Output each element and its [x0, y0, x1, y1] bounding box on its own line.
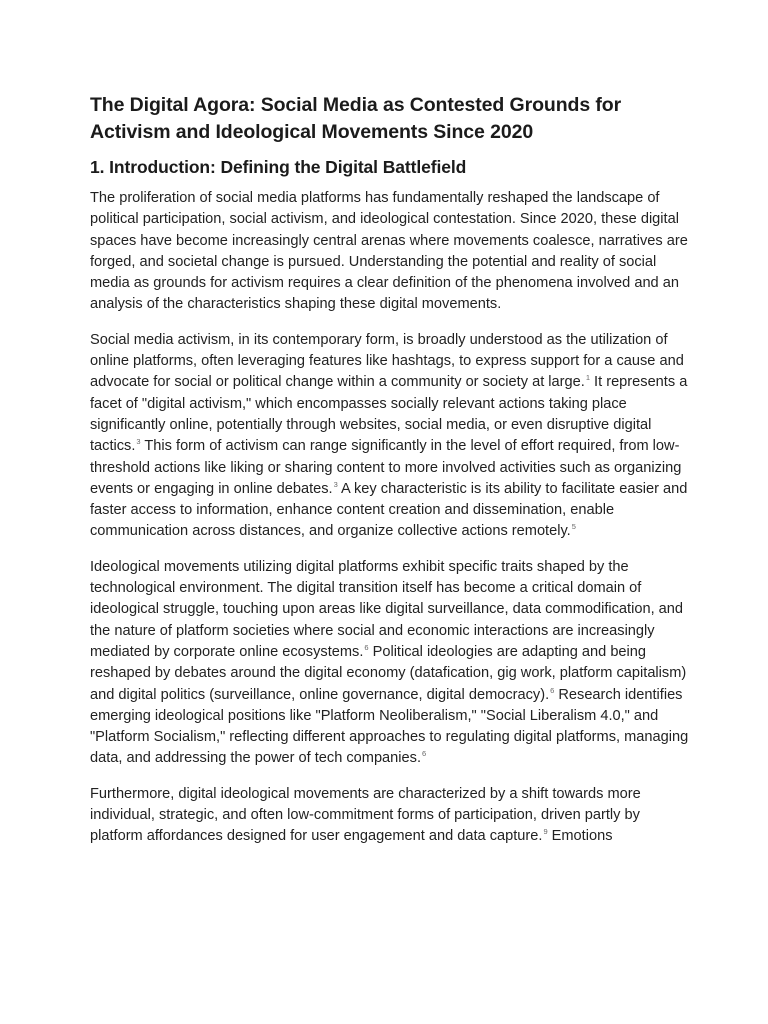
citation-reference: 3 [333, 479, 338, 489]
document-title: The Digital Agora: Social Media as Contested Grounds for Activism and Ideological Movements Since 2020 [90, 94, 622, 143]
paragraph-text: Emotions [547, 828, 613, 845]
citation-reference: 1 [585, 373, 590, 383]
paragraph-text: A key characteristic is its ability to facilitate easier and faster access to information, enhance content creation and dissemination, enable communication across distances, and organize collective actions remotely. [90, 480, 688, 540]
document-page [90, 92, 690, 862]
citation-reference: 5 [571, 522, 576, 532]
paragraph-text: The proliferation of social media platforms has fundamentally reshaped the landscape of political participation, social activism, and ideological contestation. Since 2020, these digital spaces have become increasingly central arenas where movements coalesce, narratives are forged, and societal change is pursued. Understanding the potential and reality of social media as grounds for activism requires a clear definition of the phenomena involved and an analysis of the characteristics shaping these digital movements. [90, 190, 688, 313]
section-heading: 1. Introduction: Defining the Digital Battlefield [90, 157, 467, 177]
paragraph-text: This form of activism can range significantly in the level of effort required, from low-threshold actions like liking or sharing content to more involved activities such as organizing events or engaging in online debates. [90, 438, 682, 497]
citation-reference: 6 [550, 685, 555, 695]
paragraph-text: Political ideologies are adapting and being reshaped by debates around the digital economy (datafication, gig work, platform capitalism) and digital politics (surveillance, online governance, digital democracy). [90, 643, 687, 703]
paragraph-text: It represents a facet of "digital activism," which encompasses socially relevant actions taking place significantly online, potentially through websites, social media, or even disruptive digital tactics. [90, 374, 688, 455]
paragraph [90, 188, 690, 316]
paragraph-text: Furthermore, digital ideological movements are characterized by a shift towards more individual, strategic, and often low-commitment forms of participation, driven partly by platform affordances designed for user engagement and data capture. [90, 785, 641, 845]
paragraph-text: Social media activism, in its contemporary form, is broadly understood as the utilization of online platforms, often leveraging features like hashtags, to express support for a cause and advocate for social or political change within a community or society at large. [90, 331, 684, 391]
citation-reference: 6 [422, 749, 427, 759]
paragraph [90, 557, 690, 770]
citation-reference: 6 [364, 642, 369, 652]
paragraph-text: Research identifies emerging ideological positions like "Platform Neoliberalism," "Social Liberalism 4.0," and "Platform Socialism," reflecting different approaches to regulating digital platforms, managing data, and addressing the power of tech companies. [90, 686, 689, 767]
citation-reference: 3 [136, 437, 141, 447]
paragraph-text: Ideological movements utilizing digital platforms exhibit specific traits shaped by the technological environment. The digital transition itself has become a critical domain of ideological struggle, touching upon areas like digital surveillance, data commodification, and the nature of platform societies where social and economic interactions are increasingly mediated by corporate online ecosystems. [90, 558, 684, 660]
citation-reference: 9 [543, 827, 548, 837]
paragraph [90, 784, 690, 848]
paragraph [90, 330, 690, 543]
body-text [90, 188, 690, 848]
